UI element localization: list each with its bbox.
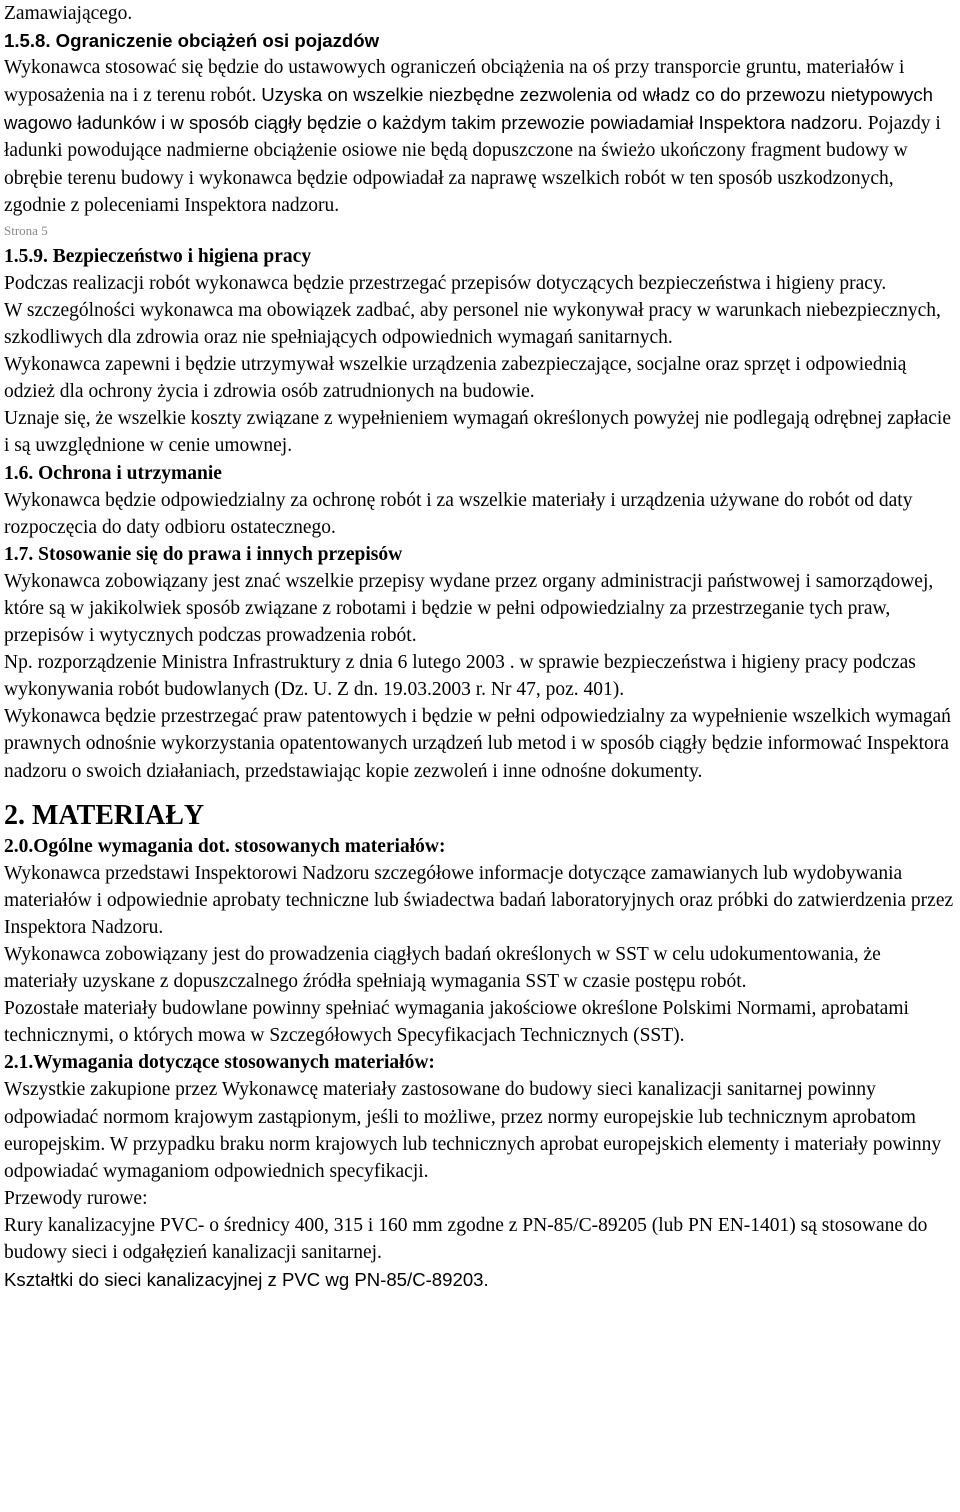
heading-2-materialy: 2. MATERIAŁY [4, 799, 205, 831]
paragraph-1-7-c: Wykonawca będzie przestrzegać praw patentowych i będzie w pełni odpowiedzialny za wypełnienie wszelkich wymagań prawnych odnośnie wykorzystania opatentowanych urządzeń lub metod i w sposób ciągły będzie informować Inspektora nadzoru o swoich działaniach, przedstawiając kopie zezwoleń i inne odnośne dokumenty. [4, 706, 951, 782]
paragraph-2-0-a: Wykonawca przedstawi Inspektorowi Nadzoru szczegółowe informacje dotyczące zamawianych lub wydobywania materiałów i odpowiednie aprobaty techniczne lub świadectwa badań laboratoryjnych oraz próbki do zatwierdzenia przez Inspektora Nadzoru. [4, 862, 954, 938]
heading-1-6: 1.6. Ochrona i utrzymanie [4, 462, 222, 484]
heading-1-5-9: 1.5.9. Bezpieczeństwo i higiena pracy [4, 245, 312, 267]
paragraph-2-1-b: Przewody rurowe: [4, 1187, 148, 1209]
paragraph-1-7-b: Np. rozporządzenie Ministra Infrastruktury z dnia 6 lutego 2003 . w sprawie bezpieczeństwa i higieny pracy podczas wykonywania robót budowlanych (Dz. U. Z dn. 19.03.2003 r. Nr 47, poz. 401). [4, 652, 916, 701]
paragraph-1-5-8 [4, 54, 954, 219]
paragraph-1-6: Wykonawca będzie odpowiedzialny za ochronę robót i za wszelkie materiały i urządzenia używane do robót od daty rozpoczęcia do daty odbioru ostatecznego. [4, 489, 913, 538]
page-number: Strona 5 [4, 222, 48, 238]
paragraph-1-5-9-c: Wykonawca zapewni i będzie utrzymywał wszelkie urządzenia zabezpieczające, socjalne oraz sprzęt i odpowiednią odzież dla ochrony życia i zdrowia osób zatrudnionych na budowie. [4, 354, 907, 403]
text-1-5-8-b: Uzyska on wszelkie niezbędne zezwolenia od władz co do przewozu nietypowych wagowo ładunków i w sposób ciągły będzie o każdym takim przewozie powiadamiał Inspektora nadzoru. [4, 84, 934, 134]
paragraph-1-5-9-b: W szczególności wykonawca ma obowiązek zadbać, aby personel nie wykonywał pracy w warunkach niebezpiecznych, szkodliwych dla zdrowia oraz nie spełniających odpowiednich wymagań sanitarnych. [4, 299, 941, 349]
heading-2-0: 2.0.Ogólne wymagania dot. stosowanych materiałów: [4, 835, 446, 857]
paragraph-1-5-9-a: Podczas realizacji robót wykonawca będzie przestrzegać przepisów dotyczących bezpieczeństwa i higieny pracy. [4, 272, 887, 294]
text-1-5-8-c: Pojazdy i ładunki powodujące nadmierne obciążenie osiowe nie będą dopuszczone na świeżo ukończony fragment budowy w obrębie terenu budowy i wykonawca będzie odpowiadał za naprawę wszelkich robót w ten sposób uszkodzonych, zgodnie z poleceniami Inspektora nadzoru. [4, 113, 941, 216]
paragraph-2-1-d: Kształtki do sieci kanalizacyjnej z PVC wg PN-85/C-89203. [4, 1269, 489, 1291]
paragraph-1-5-9-d: Uznaje się, że wszelkie koszty związane z wypełnieniem wymagań określonych powyżej nie podlegają odrębnej zapłacie i są uwzględnione w cenie umownej. [4, 408, 951, 457]
paragraph-2-0-c: Pozostałe materiały budowlane powinny spełniać wymagania jakościowe określone Polskimi Normami, aprobatami technicznymi, o których mowa w Szczegółowych Specyfikacjach Technicznych (SST). [4, 998, 909, 1047]
paragraph-2-1-a: Wszystkie zakupione przez Wykonawcę materiały zastosowane do budowy sieci kanalizacji sanitarnej powinny odpowiadać normom krajowym zastąpionym, jeśli to możliwe, przez normy europejskie lub technicznym aprobatom europejskim. W przypadku braku norm krajowych lub technicznych aprobat europejskich elementy i materiały powinny odpowiadać wymaganiom odpowiednich specyfikacji. [4, 1079, 942, 1182]
paragraph-2-0-b: Wykonawca zobowiązany jest do prowadzenia ciągłych badań określonych w SST w celu udokumentowania, że materiały uzyskane z dopuszczalnego źródła spełniają wymagania SST w czasie postępu robót. [4, 944, 881, 993]
text-1-5-8-a: Wykonawca stosować się będzie do ustawowych ograniczeń obciążenia na oś przy transporcie gruntu, materiałów i wyposażenia na i z terenu robót. [4, 57, 905, 107]
heading-1-7: 1.7. Stosowanie się do prawa i innych przepisów [4, 543, 403, 565]
paragraph-intro: Zamawiającego. [4, 3, 133, 24]
heading-1-5-8: 1.5.8. Ograniczenie obciążeń osi pojazdów [4, 30, 380, 52]
paragraph-2-1-c: Rury kanalizacyjne PVC- o średnicy 400, 315 i 160 mm zgodne z PN-85/C-89205 (lub PN EN-1401) są stosowane do budowy sieci i odgałęzień kanalizacji sanitarnej. [4, 1214, 928, 1264]
paragraph-1-7-a: Wykonawca zobowiązany jest znać wszelkie przepisy wydane przez organy administracji państwowej i samorządowej, które są w jakikolwiek sposób związane z robotami i będzie w pełni odpowiedzialny za przestrzeganie tych praw, przepisów i wytycznych podczas prowadzenia robót. [4, 570, 934, 647]
heading-2-1: 2.1.Wymagania dotyczące stosowanych materiałów: [4, 1052, 435, 1074]
